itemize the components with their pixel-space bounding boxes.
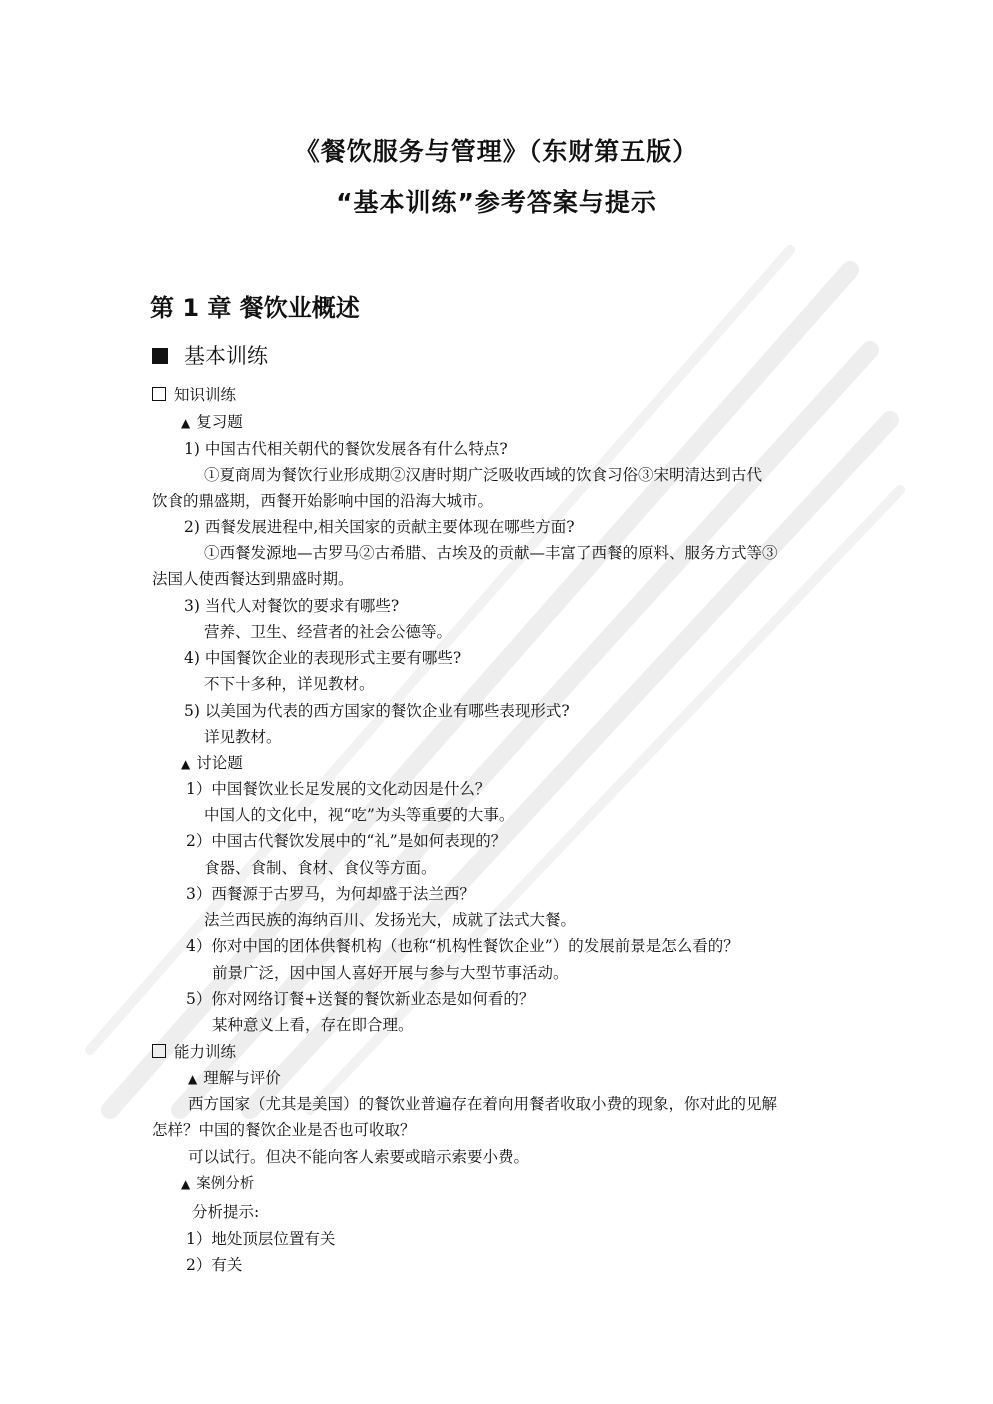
understanding-heading	[188, 1066, 281, 1088]
discussion-2-answer: 食器、食制、食材、食仪等方面。	[204, 859, 437, 877]
answer-2-line-1: ①西餐发源地—古罗马②古希腊、古埃及的贡献—丰富了西餐的原料、服务方式等③	[204, 544, 778, 562]
discussion-4-answer: 前景广泛，因中国人喜好开展与参与大型节事活动。	[212, 964, 569, 982]
discussion-heading	[181, 751, 243, 773]
discussion-heading-label: 讨论题	[196, 754, 243, 772]
discussion-3: 3）西餐源于古罗马，为何却盛于法兰西？	[186, 885, 475, 903]
checkbox-square-icon	[152, 1044, 166, 1058]
discussion-5-answer: 某种意义上看，存在即合理。	[212, 1016, 414, 1034]
question-4: 4) 中国餐饮企业的表现形式主要有哪些?	[184, 649, 462, 667]
document-title: 《餐饮服务与管理》（东财第五版）	[294, 137, 699, 166]
question-3: 3) 当代人对餐饮的要求有哪些?	[184, 597, 400, 615]
document-subtitle: “基本训练”参考答案与提示	[336, 188, 657, 217]
knowledge-training-heading	[152, 383, 236, 405]
triangle-bullet-icon: ▲	[188, 1072, 198, 1086]
checkbox-square-icon	[152, 387, 166, 401]
case-analysis-point-1: 1）地处顶层位置有关	[186, 1230, 336, 1248]
understanding-answer: 可以试行。但决不能向客人索要或暗示索要小费。	[188, 1148, 530, 1166]
discussion-2: 2）中国古代餐饮发展中的“礼”是如何表现的？	[186, 832, 507, 850]
discussion-4: 4）你对中国的团体供餐机构（也称“机构性餐饮企业”）的发展前景是怎么看的？	[186, 937, 739, 955]
review-heading-label: 复习题	[196, 413, 243, 431]
case-analysis-heading-label: 案例分析	[196, 1176, 255, 1192]
knowledge-training-label: 知识训练	[174, 386, 237, 404]
discussion-3-answer: 法兰西民族的海纳百川、发扬光大，成就了法式大餐。	[204, 911, 577, 929]
triangle-bullet-icon: ▲	[181, 416, 191, 430]
answer-4: 不下十多种，详见教材。	[204, 675, 375, 693]
understanding-heading-label: 理解与评价	[203, 1069, 281, 1087]
answer-2-line-2: 法国人使西餐达到鼎盛时期。	[152, 570, 354, 588]
ability-training-heading	[152, 1040, 236, 1062]
case-analysis-hint: 分析提示:	[192, 1203, 260, 1221]
answer-1-line-1: ①夏商周为餐饮行业形成期②汉唐时期广泛吸收西域的饮食习俗③宋明清达到古代	[204, 466, 763, 484]
answer-5: 详见教材。	[204, 728, 282, 746]
answer-3: 营养、卫生、经营者的社会公德等。	[204, 623, 453, 641]
understanding-question-line-2: 怎样？中国的餐饮企业是否也可收取？	[152, 1121, 416, 1139]
case-analysis-point-2: 2）有关	[186, 1256, 243, 1274]
review-heading	[181, 410, 243, 432]
section-basic-training-label: 基本训练	[184, 344, 268, 368]
question-1: 1) 中国古代相关朝代的餐饮发展各有什么特点?	[184, 440, 508, 458]
ability-training-label: 能力训练	[174, 1043, 237, 1061]
question-2: 2) 西餐发展进程中,相关国家的贡献主要体现在哪些方面?	[184, 518, 575, 536]
discussion-1: 1）中国餐饮业长足发展的文化动因是什么？	[186, 780, 491, 798]
case-analysis-heading	[181, 1172, 254, 1193]
discussion-5: 5）你对网络订餐+送餐的餐饮新业态是如何看的？	[186, 990, 535, 1008]
answer-1-line-2: 饮食的鼎盛期，西餐开始影响中国的沿海大城市。	[152, 492, 494, 510]
chapter-heading: 第 1 章 餐饮业概述	[150, 294, 360, 322]
section-basic-training	[152, 340, 268, 370]
discussion-1-answer: 中国人的文化中，视“吃”为头等重要的大事。	[204, 806, 515, 824]
triangle-bullet-icon: ▲	[181, 757, 191, 771]
understanding-question-line-1: 西方国家（尤其是美国）的餐饮业普遍存在着向用餐者收取小费的现象，你对此的见解	[188, 1095, 778, 1113]
filled-square-bullet-icon	[152, 348, 168, 364]
triangle-bullet-icon: ▲	[181, 1177, 191, 1191]
question-5: 5) 以美国为代表的西方国家的餐饮企业有哪些表现形式?	[184, 702, 570, 720]
